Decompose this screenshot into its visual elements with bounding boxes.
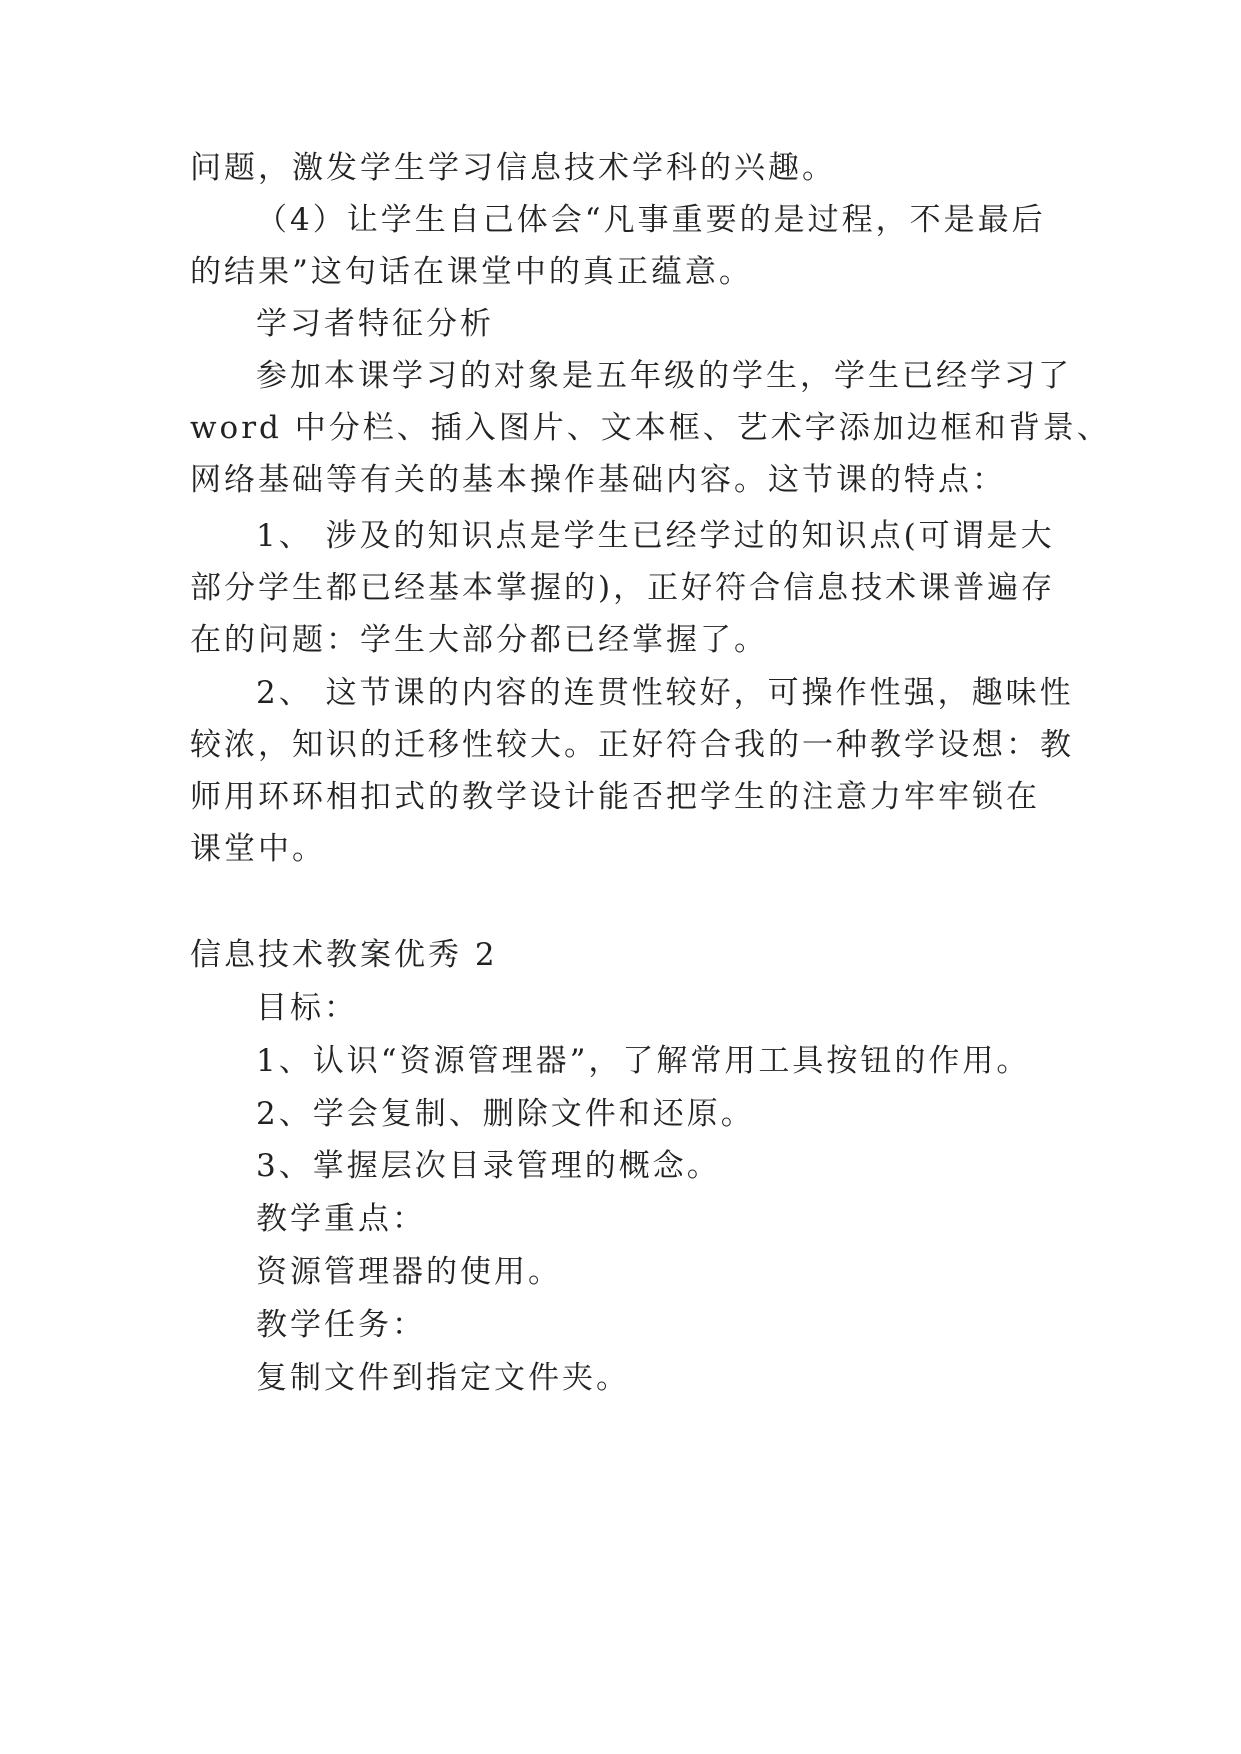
feature-1-line-2: 部分学生都已经基本掌握的)，正好符合信息技术课普遍存 bbox=[190, 570, 1056, 606]
learner-paragraph-line-2: word 中分栏、插入图片、文本框、艺术字添加边框和背景、 bbox=[190, 410, 1111, 446]
goal-4-line-2: 的结果”这句话在课堂中的真正蕴意。 bbox=[190, 254, 753, 290]
objective-item-3: 3、掌握层次目录管理的概念。 bbox=[256, 1148, 721, 1184]
learner-paragraph-line-3: 网络基础等有关的基本操作基础内容。这节课的特点： bbox=[190, 462, 1006, 498]
continuation-line: 问题，激发学生学习信息技术学科的兴趣。 bbox=[190, 150, 836, 186]
objective-item-1: 1、认识“资源管理器”，了解常用工具按钮的作用。 bbox=[256, 1043, 1031, 1079]
feature-1-line-1: 1、 涉及的知识点是学生已经学过的知识点(可谓是大 bbox=[256, 518, 1055, 554]
teaching-task-text: 复制文件到指定文件夹。 bbox=[256, 1360, 630, 1396]
feature-2-line-1: 2、 这节课的内容的连贯性较好，可操作性强，趣味性 bbox=[256, 675, 1074, 711]
teaching-task-label: 教学任务： bbox=[256, 1307, 426, 1343]
feature-2-line-3: 师用环环相扣式的教学设计能否把学生的注意力牢牢锁在 bbox=[190, 779, 1040, 815]
goal-4-line-1: （4）让学生自己体会“凡事重要的是过程，不是最后 bbox=[256, 202, 1046, 238]
section-2-title: 信息技术教案优秀 2 bbox=[190, 937, 498, 973]
feature-1-line-3: 在的问题：学生大部分都已经掌握了。 bbox=[190, 622, 768, 658]
teaching-focus-label: 教学重点： bbox=[256, 1201, 426, 1237]
teaching-focus-text: 资源管理器的使用。 bbox=[256, 1254, 562, 1290]
feature-2-line-4: 课堂中。 bbox=[190, 831, 326, 867]
objectives-label: 目标： bbox=[256, 990, 358, 1026]
learner-analysis-heading: 学习者特征分析 bbox=[256, 306, 494, 342]
learner-paragraph-line-1: 参加本课学习的对象是五年级的学生，学生已经学习了 bbox=[256, 358, 1072, 394]
objective-item-2: 2、学会复制、删除文件和还原。 bbox=[256, 1096, 755, 1132]
feature-2-line-2: 较浓，知识的迁移性较大。正好符合我的一种教学设想：教 bbox=[190, 727, 1074, 763]
